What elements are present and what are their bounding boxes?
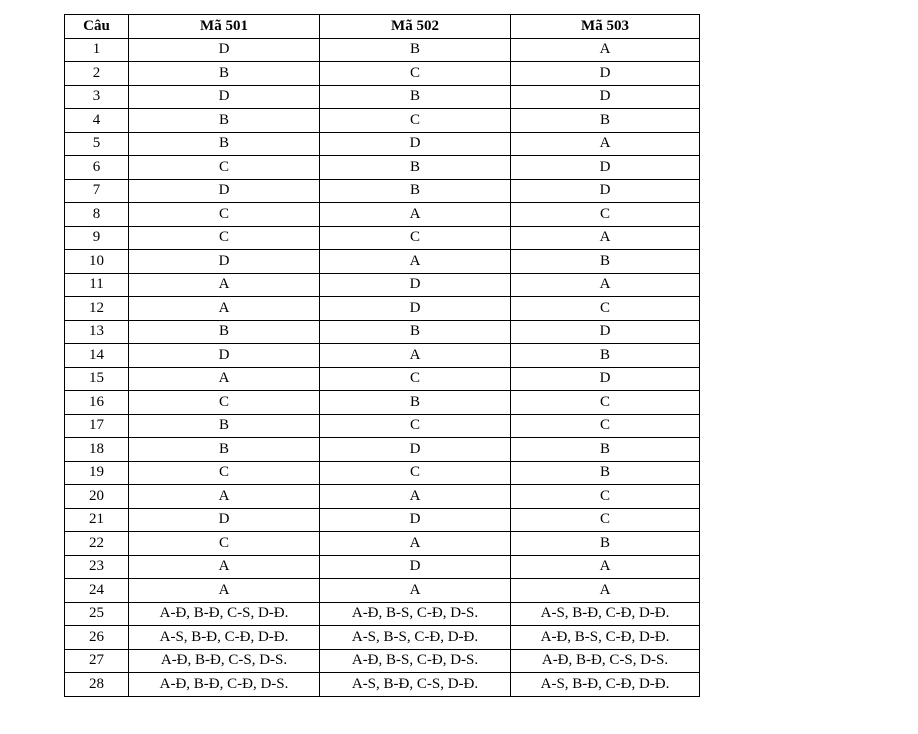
- code-501-answer-cell: B: [129, 414, 320, 438]
- code-503-answer-cell: B: [511, 532, 700, 556]
- code-502-answer-cell: D: [320, 438, 511, 462]
- code-503-answer-cell: D: [511, 156, 700, 180]
- header-row: [65, 15, 700, 39]
- table-row: [65, 297, 700, 321]
- table-row: [65, 320, 700, 344]
- header-question: Câu: [65, 15, 129, 39]
- code-501-answer-cell: D: [129, 179, 320, 203]
- code-503-answer-cell: C: [511, 203, 700, 227]
- code-502-answer-cell: B: [320, 320, 511, 344]
- code-501-answer-cell: A-Đ, B-Đ, C-Đ, D-S.: [129, 673, 320, 697]
- code-501-answer-cell: C: [129, 226, 320, 250]
- question-number-cell: 8: [65, 203, 129, 227]
- code-503-answer-cell: C: [511, 485, 700, 509]
- question-number-cell: 15: [65, 367, 129, 391]
- question-number-cell: 22: [65, 532, 129, 556]
- code-503-answer-cell: A: [511, 226, 700, 250]
- question-number-cell: 16: [65, 391, 129, 415]
- code-503-answer-cell: A-Đ, B-S, C-Đ, D-Đ.: [511, 626, 700, 650]
- code-502-answer-cell: A-S, B-S, C-Đ, D-Đ.: [320, 626, 511, 650]
- table-row: [65, 485, 700, 509]
- question-number-cell: 14: [65, 344, 129, 368]
- code-503-answer-cell: A: [511, 579, 700, 603]
- code-501-answer-cell: D: [129, 508, 320, 532]
- table-row: [65, 250, 700, 274]
- table-row: [65, 461, 700, 485]
- code-503-answer-cell: B: [511, 109, 700, 133]
- table-row: [65, 273, 700, 297]
- question-number-cell: 17: [65, 414, 129, 438]
- code-502-answer-cell: A: [320, 485, 511, 509]
- question-number-cell: 2: [65, 62, 129, 86]
- code-501-answer-cell: A: [129, 485, 320, 509]
- code-501-answer-cell: A: [129, 555, 320, 579]
- question-number-cell: 18: [65, 438, 129, 462]
- code-503-answer-cell: B: [511, 250, 700, 274]
- code-502-answer-cell: B: [320, 391, 511, 415]
- code-503-answer-cell: D: [511, 320, 700, 344]
- code-503-answer-cell: A-S, B-Đ, C-Đ, D-Đ.: [511, 673, 700, 697]
- code-503-answer-cell: A: [511, 273, 700, 297]
- code-501-answer-cell: D: [129, 344, 320, 368]
- code-502-answer-cell: D: [320, 273, 511, 297]
- table-row: [65, 344, 700, 368]
- code-501-answer-cell: C: [129, 203, 320, 227]
- code-501-answer-cell: A-Đ, B-Đ, C-S, D-Đ.: [129, 602, 320, 626]
- code-501-answer-cell: B: [129, 62, 320, 86]
- table-row: [65, 203, 700, 227]
- code-501-answer-cell: C: [129, 532, 320, 556]
- question-number-cell: 25: [65, 602, 129, 626]
- code-502-answer-cell: A: [320, 532, 511, 556]
- code-502-answer-cell: A-S, B-Đ, C-S, D-Đ.: [320, 673, 511, 697]
- code-503-answer-cell: A-S, B-Đ, C-Đ, D-Đ.: [511, 602, 700, 626]
- code-503-answer-cell: B: [511, 344, 700, 368]
- code-502-answer-cell: A-Đ, B-S, C-Đ, D-S.: [320, 649, 511, 673]
- question-number-cell: 12: [65, 297, 129, 321]
- code-503-answer-cell: D: [511, 179, 700, 203]
- table-row: [65, 109, 700, 133]
- code-503-answer-cell: D: [511, 367, 700, 391]
- code-503-answer-cell: C: [511, 297, 700, 321]
- header-code-501: Mã 501: [129, 15, 320, 39]
- header-code-502: Mã 502: [320, 15, 511, 39]
- question-number-cell: 1: [65, 38, 129, 62]
- code-503-answer-cell: B: [511, 438, 700, 462]
- code-503-answer-cell: C: [511, 508, 700, 532]
- code-502-answer-cell: C: [320, 367, 511, 391]
- question-number-cell: 6: [65, 156, 129, 180]
- table-row: [65, 555, 700, 579]
- code-503-answer-cell: A-Đ, B-Đ, C-S, D-S.: [511, 649, 700, 673]
- code-502-answer-cell: C: [320, 109, 511, 133]
- code-501-answer-cell: D: [129, 250, 320, 274]
- code-502-answer-cell: B: [320, 179, 511, 203]
- code-501-answer-cell: A-S, B-Đ, C-Đ, D-Đ.: [129, 626, 320, 650]
- code-501-answer-cell: A: [129, 297, 320, 321]
- code-501-answer-cell: A: [129, 273, 320, 297]
- table-row: [65, 391, 700, 415]
- code-502-answer-cell: D: [320, 132, 511, 156]
- code-502-answer-cell: D: [320, 297, 511, 321]
- question-number-cell: 4: [65, 109, 129, 133]
- table-row: [65, 38, 700, 62]
- question-number-cell: 11: [65, 273, 129, 297]
- code-503-answer-cell: A: [511, 132, 700, 156]
- code-501-answer-cell: B: [129, 320, 320, 344]
- question-number-cell: 20: [65, 485, 129, 509]
- table-row: [65, 414, 700, 438]
- question-number-cell: 3: [65, 85, 129, 109]
- table-row: [65, 673, 700, 697]
- question-number-cell: 28: [65, 673, 129, 697]
- code-501-answer-cell: D: [129, 38, 320, 62]
- table-row: [65, 508, 700, 532]
- answer-key-table: [64, 14, 700, 697]
- code-501-answer-cell: A-Đ, B-Đ, C-S, D-S.: [129, 649, 320, 673]
- code-503-answer-cell: A: [511, 555, 700, 579]
- table-row: [65, 602, 700, 626]
- code-503-answer-cell: D: [511, 85, 700, 109]
- question-number-cell: 26: [65, 626, 129, 650]
- table-row: [65, 649, 700, 673]
- code-503-answer-cell: B: [511, 461, 700, 485]
- code-502-answer-cell: A-Đ, B-S, C-Đ, D-S.: [320, 602, 511, 626]
- code-502-answer-cell: D: [320, 508, 511, 532]
- code-501-answer-cell: B: [129, 438, 320, 462]
- table-row: [65, 438, 700, 462]
- table-row: [65, 179, 700, 203]
- table-row: [65, 226, 700, 250]
- table-header: [65, 15, 700, 39]
- question-number-cell: 23: [65, 555, 129, 579]
- question-number-cell: 13: [65, 320, 129, 344]
- code-501-answer-cell: A: [129, 579, 320, 603]
- table-row: [65, 367, 700, 391]
- table-row: [65, 62, 700, 86]
- table-row: [65, 626, 700, 650]
- table-row: [65, 156, 700, 180]
- code-502-answer-cell: A: [320, 203, 511, 227]
- table-row: [65, 532, 700, 556]
- code-503-answer-cell: D: [511, 62, 700, 86]
- code-502-answer-cell: A: [320, 344, 511, 368]
- code-502-answer-cell: A: [320, 250, 511, 274]
- code-501-answer-cell: C: [129, 391, 320, 415]
- code-503-answer-cell: A: [511, 38, 700, 62]
- code-503-answer-cell: C: [511, 391, 700, 415]
- table-row: [65, 132, 700, 156]
- code-502-answer-cell: C: [320, 226, 511, 250]
- question-number-cell: 27: [65, 649, 129, 673]
- code-501-answer-cell: C: [129, 461, 320, 485]
- code-502-answer-cell: A: [320, 579, 511, 603]
- question-number-cell: 5: [65, 132, 129, 156]
- code-501-answer-cell: A: [129, 367, 320, 391]
- table-row: [65, 85, 700, 109]
- code-503-answer-cell: C: [511, 414, 700, 438]
- code-501-answer-cell: B: [129, 109, 320, 133]
- code-502-answer-cell: B: [320, 156, 511, 180]
- question-number-cell: 24: [65, 579, 129, 603]
- question-number-cell: 21: [65, 508, 129, 532]
- question-number-cell: 10: [65, 250, 129, 274]
- code-501-answer-cell: B: [129, 132, 320, 156]
- question-number-cell: 7: [65, 179, 129, 203]
- code-502-answer-cell: D: [320, 555, 511, 579]
- code-502-answer-cell: B: [320, 38, 511, 62]
- question-number-cell: 9: [65, 226, 129, 250]
- code-502-answer-cell: C: [320, 62, 511, 86]
- code-501-answer-cell: D: [129, 85, 320, 109]
- code-502-answer-cell: C: [320, 414, 511, 438]
- header-code-503: Mã 503: [511, 15, 700, 39]
- table-row: [65, 579, 700, 603]
- table-body: [65, 38, 700, 696]
- code-501-answer-cell: C: [129, 156, 320, 180]
- code-502-answer-cell: C: [320, 461, 511, 485]
- code-502-answer-cell: B: [320, 85, 511, 109]
- question-number-cell: 19: [65, 461, 129, 485]
